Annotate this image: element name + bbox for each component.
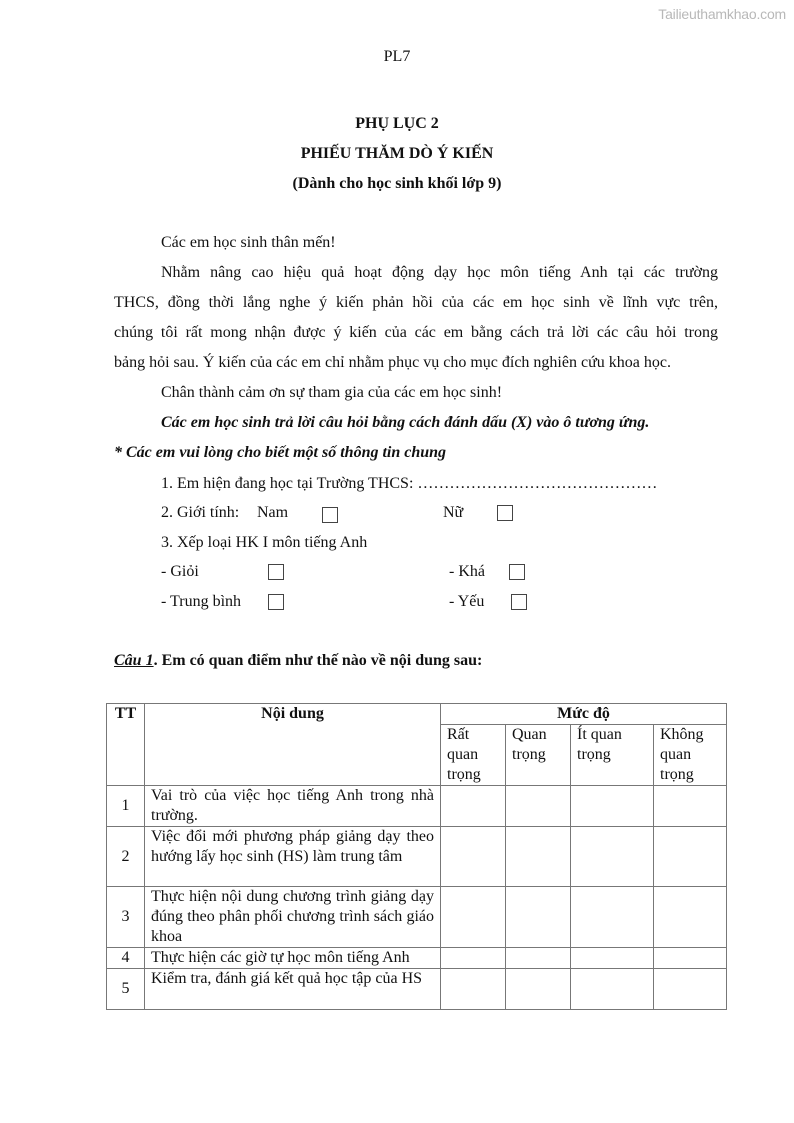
answer-cell-not-important[interactable] [654, 827, 727, 887]
header-level-important: Quan trọng [506, 725, 571, 786]
header-level-very-important: Rất quan trọng [441, 725, 506, 786]
answer-cell-important[interactable] [506, 948, 571, 969]
answer-cell-less-important[interactable] [571, 969, 654, 1010]
row-number: 4 [107, 948, 145, 969]
intro-line-3: chúng tôi rất mong nhận được ý kiến của các em bằng cách trả lời các câu hỏi trong [114, 324, 718, 341]
answer-cell-very-important[interactable] [441, 948, 506, 969]
table-row [107, 887, 727, 948]
grade-kha-checkbox[interactable] [509, 564, 525, 580]
table-row [107, 969, 727, 1010]
row-content: Vai trò của việc học tiếng Anh trong nhà trường. [145, 786, 441, 827]
answer-cell-not-important[interactable] [654, 887, 727, 948]
school-label: 1. Em hiện đang học tại Trường THCS: [161, 475, 414, 492]
question-1-text: . Em có quan điểm như thế nào về nội dung sau: [153, 652, 483, 669]
row-number: 2 [107, 827, 145, 887]
row-number: 5 [107, 969, 145, 1010]
gender-option-female-label: Nữ [443, 504, 464, 521]
header-level-not-important: Không quan trọng [654, 725, 727, 786]
school-input[interactable]: ……………………………………… [417, 475, 658, 492]
header-level-less-important: Ít quan trọng [571, 725, 654, 786]
answer-cell-less-important[interactable] [571, 887, 654, 948]
answer-cell-important[interactable] [506, 827, 571, 887]
thanks-text: Chân thành cảm ơn sự tham gia của các em học sinh! [161, 384, 503, 401]
header-content: Nội dung [145, 704, 441, 786]
grade-option-yeu-label: - Yếu [449, 593, 485, 610]
row-number: 3 [107, 887, 145, 948]
intro-line-4: bảng hỏi sau. Ý kiến của các em chỉ nhằm phục vụ cho mục đích nghiên cứu khoa học. [114, 354, 671, 371]
table-row [107, 786, 727, 827]
question-1-table [106, 703, 727, 1010]
intro-line-2: THCS, đồng thời lắng nghe ý kiến phản hồi của các em học sinh về lĩnh vực trên, [114, 294, 718, 311]
header-tt: TT [107, 704, 145, 786]
answer-cell-very-important[interactable] [441, 887, 506, 948]
intro-line-1: Nhằm nâng cao hiệu quả hoạt động dạy học môn tiếng Anh tại các trường [161, 264, 718, 281]
grade-option-gioi-label: - Giỏi [161, 563, 199, 580]
watermark: Tailieuthamkhao.com [658, 6, 786, 22]
grade-yeu-checkbox[interactable] [511, 594, 527, 610]
answer-cell-important[interactable] [506, 887, 571, 948]
grade-trungbinh-checkbox[interactable] [268, 594, 284, 610]
row-number: 1 [107, 786, 145, 827]
page-label: PL7 [383, 48, 411, 65]
answer-cell-less-important[interactable] [571, 827, 654, 887]
gender-female-checkbox[interactable] [497, 505, 513, 521]
grade-label: 3. Xếp loại HK I môn tiếng Anh [161, 534, 368, 551]
answer-cell-very-important[interactable] [441, 786, 506, 827]
answer-cell-very-important[interactable] [441, 827, 506, 887]
gender-male-checkbox[interactable] [322, 507, 338, 523]
row-content: Thực hiện nội dung chương trình giảng dạy đúng theo phân phối chương trình sách giáo khoa [145, 887, 441, 948]
answer-cell-important[interactable] [506, 969, 571, 1010]
row-content: Việc đổi mới phương pháp giảng dạy theo hướng lấy học sinh (HS) làm trung tâm [145, 827, 441, 887]
grade-option-trungbinh-label: - Trung bình [161, 593, 242, 610]
grade-gioi-checkbox[interactable] [268, 564, 284, 580]
gender-label: 2. Giới tính: [161, 504, 240, 521]
answer-cell-important[interactable] [506, 786, 571, 827]
answer-cell-not-important[interactable] [654, 969, 727, 1010]
answer-cell-very-important[interactable] [441, 969, 506, 1010]
question-1-heading [114, 652, 482, 670]
answer-cell-not-important[interactable] [654, 786, 727, 827]
gender-option-male-label: Nam [257, 504, 289, 521]
grade-option-kha-label: - Khá [449, 563, 485, 580]
header-level: Mức độ [441, 704, 727, 725]
table-row [107, 827, 727, 887]
answer-cell-less-important[interactable] [571, 948, 654, 969]
row-content: Kiểm tra, đánh giá kết quả học tập của HS [145, 969, 441, 1010]
appendix-heading: PHỤ LỤC 2 [355, 115, 439, 132]
form-subtitle: (Dành cho học sinh khối lớp 9) [292, 175, 502, 192]
greeting: Các em học sinh thân mến! [161, 234, 336, 251]
answer-cell-not-important[interactable] [654, 948, 727, 969]
form-title: PHIẾU THĂM DÒ Ý KIẾN [300, 145, 494, 162]
answer-cell-less-important[interactable] [571, 786, 654, 827]
question-1-number: Câu 1 [114, 652, 154, 669]
school-row [161, 475, 657, 493]
instruction-text: Các em học sinh trả lời câu hỏi bằng cách đánh dấu (X) vào ô tương ứng. [161, 414, 650, 431]
row-content: Thực hiện các giờ tự học môn tiếng Anh [145, 948, 441, 969]
general-info-heading: * Các em vui lòng cho biết một số thông tin chung [114, 444, 447, 461]
table-row [107, 948, 727, 969]
